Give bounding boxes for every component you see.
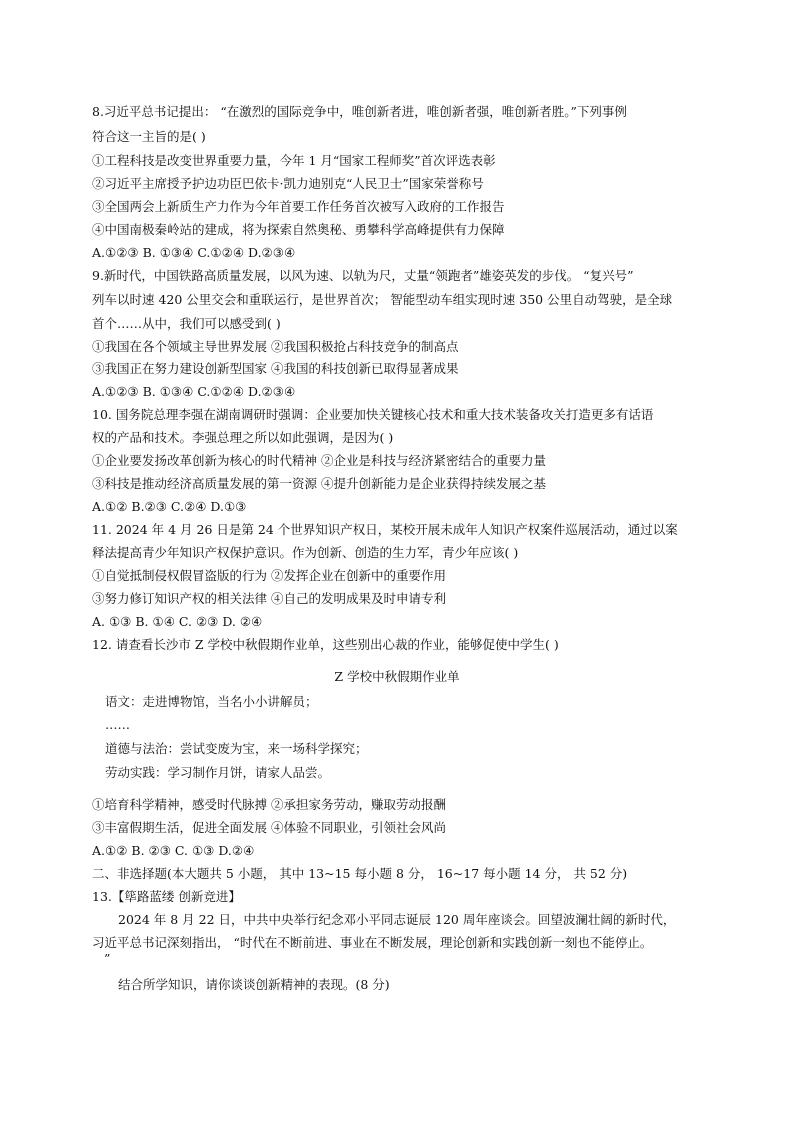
q10-choices: A.①② B.②③ C.②④ D.①③ — [92, 499, 247, 514]
q10-options-1-2: ①企业要发扬改革创新为核心的时代精神 ②企业是科技与经济紧密结合的重要力量 — [92, 453, 546, 468]
q8-option-1: ①工程科技是改变世界重要力量，今年 1 月“国家工程师奖”首次评选表彰 — [92, 153, 496, 168]
homework-morality: 道德与法治：尝试变废为宝，来一场科学探究； — [105, 741, 368, 756]
q9-options-1-2: ①我国在各个领域主导世界发展 ②我国积极抢占科技竞争的制高点 — [92, 339, 459, 354]
homework-labor: 劳动实践：学习制作月饼，请家人品尝。 — [105, 765, 331, 780]
q10-options-3-4: ③科技是推动经济高质量发展的第一资源 ④提升创新能力是企业获得持续发展之基 — [92, 476, 546, 491]
q8-stem-line-1: 8.习近平总书记提出： “在激烈的国际竞争中，唯创新者进，唯创新者强，唯创新者胜。”下列事例 — [92, 104, 627, 119]
q9-stem-line-3: 首个……从中，我们可以感受到( ) — [92, 316, 281, 331]
q12-choices: A.①② B. ②③ C. ①③ D.②④ — [92, 843, 255, 858]
q13-paragraph-line-2: 习近平总书记深刻指出， “时代在不断前进、事业在不断发展，理论创新和实践创新一刻也不能停止。 — [92, 935, 653, 950]
q9-choices: A.①②③ B. ①③④ C.①②④ D.②③④ — [92, 384, 296, 399]
q10-stem-line-2: 权的产品和技术。李强总理之所以如此强调，是因为( ) — [92, 430, 394, 445]
q13-paragraph-line-1: 2024 年 8 月 22 日，中共中央举行纪念邓小平同志诞辰 120 周年座谈会。回望波澜壮阔的新时代， — [118, 912, 676, 927]
q12-stem: 12. 请查看长沙市 Z 学校中秋假期作业单，这些别出心裁的作业，能够促使中学生( ) — [92, 637, 559, 652]
q8-option-2: ②习近平主席授予护边功臣巴依卡·凯力迪别克“人民卫士”国家荣誉称号 — [92, 176, 484, 191]
q11-stem-line-1: 11. 2024 年 4 月 26 日是第 24 个世界知识产权日，某校开展未成年人知识产权案件巡展活动，通过以案 — [92, 522, 678, 537]
homework-ellipsis: …… — [105, 717, 130, 732]
q9-stem-line-1: 9.新时代，中国铁路高质量发展，以风为速、以轨为尺，丈量“领跑者”雄姿英发的步伐。 “复兴号” — [92, 268, 634, 283]
q13-paragraph-line-3: ” — [104, 951, 111, 966]
q11-options-3-4: ③努力修订知识产权的相关法律 ④自己的发明成果及时申请专利 — [92, 591, 446, 606]
q8-stem-line-2: 符合这一主旨的是( ) — [92, 129, 206, 144]
q10-stem-line-1: 10. 国务院总理李强在湖南调研时强调：企业要加快关键核心技术和重大技术装备攻关打造更多有话语 — [92, 407, 654, 422]
homework-chinese: 语文：走进博物馆，当名小小讲解员； — [105, 694, 318, 709]
q11-choices: A. ①③ B. ①④ C. ②③ D. ②④ — [92, 614, 263, 629]
section-2-heading: 二、非选择题(本大题共 5 小题， 其中 13~15 每小题 8 分， 16~17 每小题 14 分， 共 52 分) — [92, 866, 628, 881]
q13-title: 13.【筚路蓝缕 创新竞进】 — [92, 889, 241, 904]
q12-options-3-4: ③丰富假期生活，促进全面发展 ④体验不同职业，引领社会风尚 — [92, 820, 446, 835]
q8-choices: A.①②③ B. ①③④ C.①②④ D.②③④ — [92, 245, 296, 260]
q8-option-4: ④中国南极秦岭站的建成，将为探索自然奥秘、勇攀科学高峰提供有力保障 — [92, 222, 505, 237]
q13-task: 结合所学知识，请你谈谈创新精神的表现。(8 分) — [118, 977, 390, 992]
q11-options-1-2: ①自觉抵制侵权假冒盗版的行为 ②发挥企业在创新中的重要作用 — [92, 568, 446, 583]
q11-stem-line-2: 释法提高青少年知识产权保护意识。作为创新、创造的生力军，青少年应该( ) — [92, 545, 519, 560]
q12-options-1-2: ①培育科学精神，感受时代脉搏 ②承担家务劳动，赚取劳动报酬 — [92, 797, 446, 812]
q8-option-3: ③全国两会上新质生产力作为今年首要工作任务首次被写入政府的工作报告 — [92, 199, 505, 214]
q9-stem-line-2: 列车以时速 420 公里交会和重联运行，是世界首次； 智能型动车组实现时速 350 公里自动驾驶，是全球 — [92, 292, 673, 307]
q9-options-3-4: ③我国正在努力建设创新型国家 ④我国的科技创新已取得显著成果 — [92, 361, 459, 376]
homework-title: Z 学校中秋假期作业单 — [334, 669, 460, 684]
